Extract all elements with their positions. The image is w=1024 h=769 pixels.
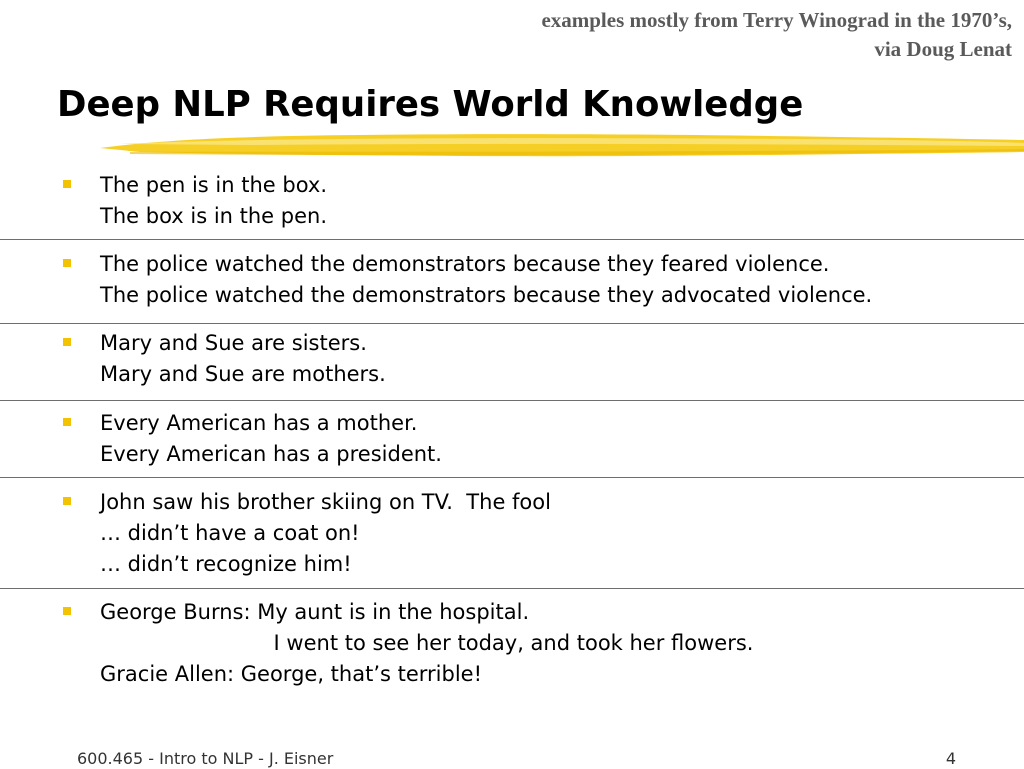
list-item-line: Mary and Sue are sisters.: [100, 331, 367, 355]
list-item-line: George Burns: My aunt is in the hospital.: [100, 600, 530, 624]
list-item-line: The police watched the demonstrators because they feared violence.: [100, 252, 830, 276]
list-item-line: John saw his brother skiing on TV. The fool: [100, 490, 551, 514]
list-item-line: Gracie Allen: George, that’s terrible!: [100, 662, 482, 686]
bullet-square-icon: [63, 180, 71, 188]
footer-page-number: 4: [945, 749, 956, 768]
bullet-square-icon: [63, 259, 71, 267]
divider: [0, 400, 1024, 401]
list-item-line: The police watched the demonstrators because they advocated violence.: [100, 283, 873, 307]
attribution-note: [372, 6, 1012, 64]
list-item-line: Every American has a president.: [100, 442, 442, 466]
list-item-line: I went to see her today, and took her flowers.: [100, 631, 754, 655]
list-item-line: The box is in the pen.: [100, 204, 328, 228]
divider: [0, 588, 1024, 589]
bullet-square-icon: [63, 607, 71, 615]
bullet-square-icon: [63, 497, 71, 505]
footer-course-label: 600.465 - Intro to NLP - J. Eisner: [77, 749, 334, 768]
attribution-line-1: examples mostly from Terry Winograd in the 1970’s,: [541, 8, 1012, 32]
attribution-line-2: via Doug Lenat: [874, 37, 1012, 61]
list-item-line: Every American has a mother.: [100, 411, 418, 435]
divider: [0, 239, 1024, 240]
divider: [0, 323, 1024, 324]
list-item-line: The pen is in the box.: [100, 173, 328, 197]
divider: [0, 477, 1024, 478]
bullet-square-icon: [63, 418, 71, 426]
list-item-line: … didn’t have a coat on!: [100, 521, 360, 545]
slide-title: Deep NLP Requires World Knowledge: [57, 84, 804, 125]
title-underline-brushstroke: [100, 130, 1024, 162]
list-item-line: Mary and Sue are mothers.: [100, 362, 386, 386]
list-item-line: … didn’t recognize him!: [100, 552, 352, 576]
bullet-square-icon: [63, 338, 71, 346]
